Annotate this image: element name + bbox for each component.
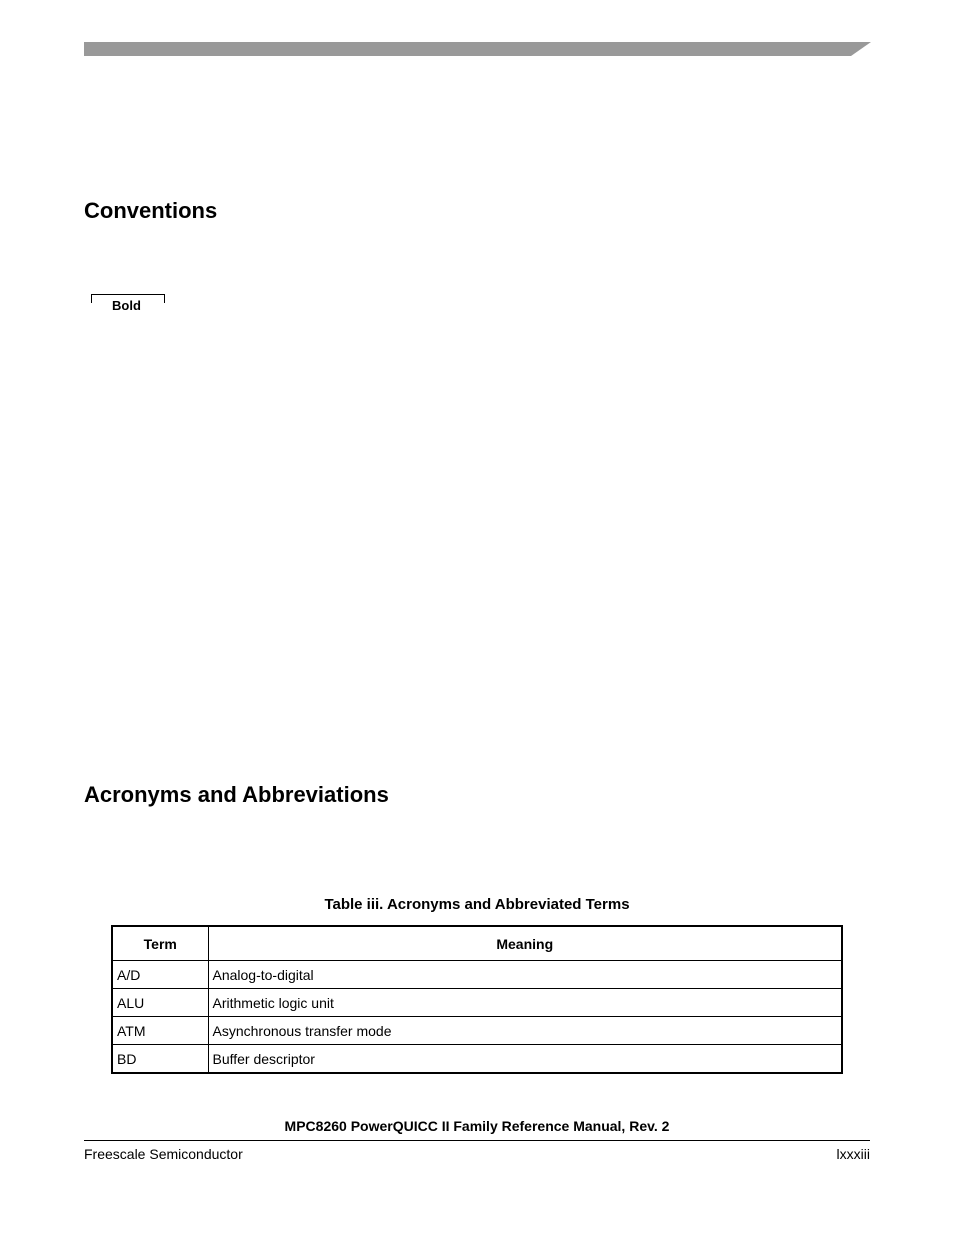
term-cell: ATM [112, 1017, 208, 1045]
table-row [112, 1045, 842, 1074]
column-header-meaning: Meaning [208, 926, 842, 961]
table-row [112, 989, 842, 1017]
footer-title: MPC8260 PowerQUICC II Family Reference Manual, Rev. 2 [284, 1118, 670, 1134]
table-row [112, 1017, 842, 1045]
footer-divider [84, 1140, 870, 1141]
term-cell: ALU [112, 989, 208, 1017]
term-cell: BD [112, 1045, 208, 1074]
table-header-row [112, 926, 842, 961]
table-row [112, 961, 842, 989]
convention-box-text: Bold [112, 298, 141, 313]
footer-company: Freescale Semiconductor [84, 1146, 243, 1162]
header-bar [84, 42, 871, 56]
table-caption: Table iii. Acronyms and Abbreviated Terms [324, 896, 630, 913]
column-header-term: Term [112, 926, 208, 961]
meaning-cell: Arithmetic logic unit [208, 989, 842, 1017]
term-cell: A/D [112, 961, 208, 989]
acronyms-table [111, 925, 843, 1074]
meaning-cell: Asynchronous transfer mode [208, 1017, 842, 1045]
acronyms-heading: Acronyms and Abbreviations [84, 782, 389, 807]
meaning-cell: Buffer descriptor [208, 1045, 842, 1074]
conventions-heading: Conventions [84, 198, 218, 223]
meaning-cell: Analog-to-digital [208, 961, 842, 989]
convention-box [91, 294, 165, 313]
page-number: lxxxiii [836, 1146, 870, 1162]
